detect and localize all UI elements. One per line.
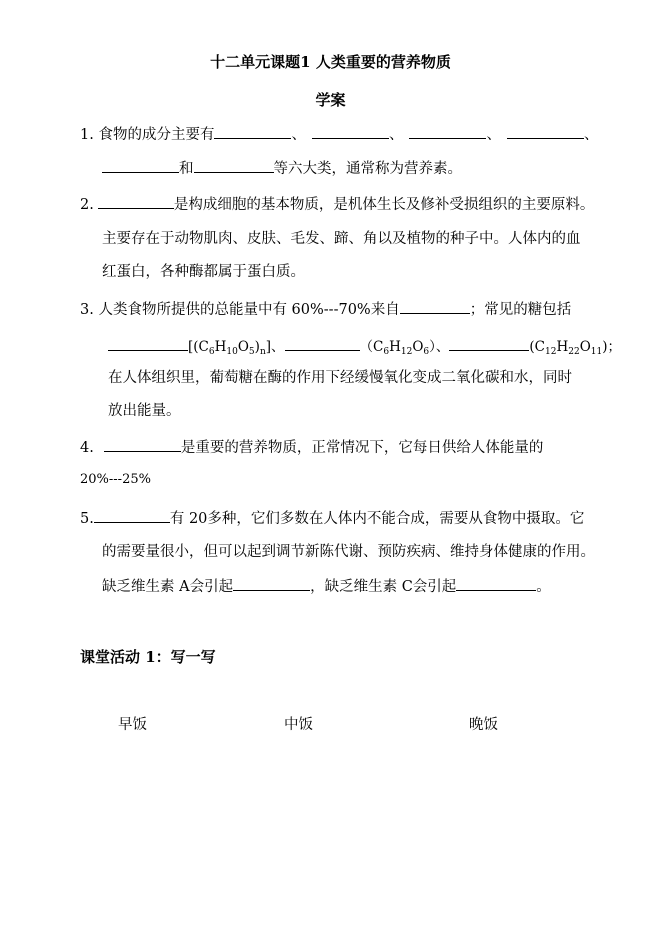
- question-4-text: 是重要的营养物质，正常情况下，它每日供给人体能量的: [180, 440, 544, 456]
- answer-blank[interactable]: [409, 124, 486, 139]
- answer-blank[interactable]: [94, 508, 170, 523]
- meal-dinner: 晚饭: [469, 717, 498, 733]
- question-5-line-3: [102, 576, 551, 596]
- conjunction-text: 和: [179, 161, 194, 177]
- answer-blank[interactable]: [104, 437, 181, 452]
- separator: 、: [486, 127, 501, 143]
- question-2-line-1: [80, 194, 594, 214]
- answer-blank[interactable]: [400, 299, 470, 314]
- separator: 、: [388, 127, 404, 143]
- starch-formula: $[(C_6H_{10}O_5)_n]$、: [188, 339, 285, 357]
- question-3-line-3: 在人体组织里，葡萄糖在酶的作用下经缓慢氧化变成二氧化碳和水，同时: [108, 370, 572, 386]
- question-number: 5.: [80, 511, 94, 527]
- page-title: 十二单元课题1 人类重要的营养物质: [210, 53, 451, 71]
- meal-lunch: 中饭: [284, 717, 313, 733]
- question-3-line-2: [108, 336, 621, 356]
- question-3-text: 3. 人类食物所提供的总能量中有 60%---70%来自: [80, 302, 400, 318]
- question-3-tail: ；常见的糖包括: [469, 302, 572, 318]
- answer-blank[interactable]: [449, 336, 529, 351]
- question-number: 2.: [80, 197, 94, 213]
- question-2-text: 是构成细胞的基本物质，是机体生长及修补受损组织的主要原料。: [173, 197, 595, 213]
- glucose-formula: $(C_6H_{12}O_6)$、: [359, 339, 450, 357]
- period: 。: [536, 579, 551, 595]
- answer-blank[interactable]: [98, 194, 174, 209]
- answer-blank[interactable]: [194, 158, 274, 173]
- question-1-line-1: [80, 124, 598, 144]
- question-5-text: 有 20多种，它们多数在人体内不能合成，需要从食物中摄取。它: [169, 511, 585, 527]
- question-4-line-1: [80, 437, 543, 457]
- question-2-line-2: 主要存在于动物肌肉、皮肤、毛发、蹄、角以及植物的种子中。人体内的血: [102, 231, 581, 247]
- question-3-line-4: 放出能量。: [108, 403, 181, 419]
- question-1-line-2: [102, 158, 462, 178]
- answer-blank[interactable]: [233, 576, 310, 591]
- vitamin-a-text: 缺乏维生素 A会引起: [102, 579, 234, 595]
- separator: 、: [583, 127, 599, 143]
- question-4-line-2: 20%---25%: [80, 472, 151, 487]
- sucrose-formula: $(C_{12}H_{22}O_{11})$；: [529, 339, 621, 357]
- answer-blank[interactable]: [214, 124, 291, 139]
- answer-blank[interactable]: [312, 124, 389, 139]
- answer-blank[interactable]: [456, 576, 536, 591]
- question-number: 4.: [80, 440, 94, 456]
- activity-title: 课堂活动 1：写一写: [80, 648, 216, 666]
- question-3-line-1: [80, 299, 571, 319]
- answer-blank[interactable]: [108, 336, 188, 351]
- question-5-line-1: [80, 508, 584, 528]
- question-5-line-2: 的需要量很小，但可以起到调节新陈代谢、预防疾病、维持身体健康的作用。: [102, 544, 595, 560]
- answer-blank[interactable]: [102, 158, 179, 173]
- page-subtitle: 学案: [315, 91, 346, 109]
- question-1-text: 1. 食物的成分主要有: [80, 127, 215, 143]
- question-2-line-3: 红蛋白，各种酶都属于蛋白质。: [102, 264, 305, 280]
- answer-blank[interactable]: [507, 124, 584, 139]
- vitamin-c-text: ，缺乏维生素 C会引起: [310, 579, 457, 595]
- meal-breakfast: 早饭: [118, 717, 147, 733]
- answer-blank[interactable]: [285, 336, 360, 351]
- separator: 、: [291, 127, 306, 143]
- question-1-tail: 等六大类，通常称为营养素。: [273, 161, 462, 177]
